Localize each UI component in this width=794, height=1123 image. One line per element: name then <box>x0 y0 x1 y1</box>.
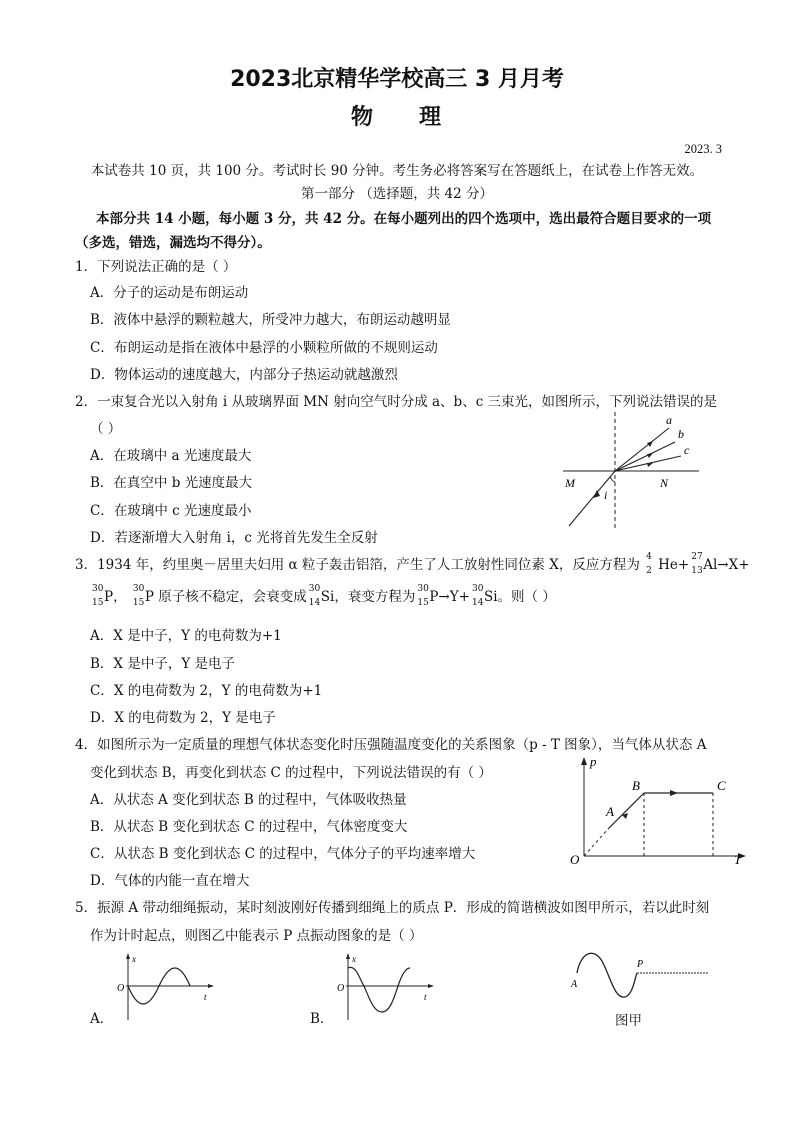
nuclide-p-1: 30 15 P， <box>92 584 127 608</box>
page-title: 2023北京精华学校高三 3 月月考 <box>230 67 564 92</box>
subject-char-2: 理 <box>419 105 444 130</box>
label-t: T <box>734 852 742 867</box>
label-b: B <box>632 778 640 793</box>
label-m: M <box>565 476 575 490</box>
q5-option-b: B． <box>310 1011 334 1027</box>
q3-option-c: C．X 的电荷数为 2，Y 的电荷数为+1 <box>90 683 323 699</box>
q4-option-d: D．气体的内能一直在增大 <box>90 873 250 889</box>
bc-arrow <box>670 790 678 796</box>
label-a: A <box>571 979 578 990</box>
angle-arc <box>610 477 615 482</box>
q5-graph-a <box>108 950 218 1022</box>
part-heading: 第一部分 （选择题，共 42 分） <box>300 186 494 202</box>
figure-jia-caption: 图甲 <box>615 1013 642 1029</box>
x-arrow <box>346 953 350 959</box>
label-p: P <box>637 959 644 970</box>
label-t: t <box>204 992 207 1002</box>
q4-line-1: 4．如图所示为一定质量的理想气体状态变化时压强随温度变化的关系图象（p - T 图象），当气体从状态 A <box>75 737 707 753</box>
q4-pt-graph <box>560 752 750 867</box>
label-n: N <box>660 476 669 490</box>
instruction-line-1: 本部分共 14 小题，每小题 3 分，共 42 分。在每小题列出的四个选项中，选出最符合题目要求的一项 <box>96 211 712 227</box>
q2-option-d: D．若逐渐增大入射角 i，c 光将首先发生全反射 <box>90 530 378 546</box>
q5-option-a: A． <box>90 1011 114 1027</box>
label-b: b <box>678 427 684 441</box>
t-arrow <box>428 984 434 988</box>
exam-intro: 本试卷共 10 页，共 100 分。考试时长 90 分钟。考生务必将答案写在答题纸上，在试卷上作答无效。 <box>90 163 704 179</box>
nuclide-si-2: 30 14 Si。则（ ） <box>471 584 556 608</box>
ray-a-arrow <box>647 441 653 447</box>
incident-arrow <box>593 490 600 498</box>
x-arrow <box>126 953 130 959</box>
q2-option-b: B．在真空中 b 光速度最大 <box>90 475 253 491</box>
label-c: C <box>717 778 726 793</box>
subject-title <box>0 100 794 131</box>
label-a: A <box>606 804 614 819</box>
q1-option-c: C．布朗运动是指在液体中悬浮的小颗粒所做的不规则运动 <box>90 340 438 356</box>
q5-line-1: 5．振源 A 带动细绳振动，某时刻波刚好传播到细绳上的质点 P．形成的简谐横波如图甲所示，若以此时刻 <box>75 900 710 916</box>
q1-stem: 1．下列说法正确的是（ ） <box>75 259 237 275</box>
q1-option-d: D．物体运动的速度越大，内部分子热运动就越激烈 <box>90 367 398 383</box>
subject-char-1: 物 <box>350 105 375 130</box>
wave-curve <box>577 953 637 997</box>
ray-b <box>615 442 675 471</box>
label-a: a <box>666 413 672 427</box>
label-t: t <box>424 992 427 1002</box>
label-o: O <box>570 852 580 867</box>
q4-option-c: C．从状态 B 变化到状态 C 的过程中，气体分子的平均速率增大 <box>90 846 476 862</box>
q5-figure-jia <box>565 945 715 1005</box>
q4-option-a: A．从状态 A 变化到状态 B 的过程中，气体吸收热量 <box>90 792 407 808</box>
p-axis-arrow <box>581 757 587 765</box>
q1-option-a: A．分子的运动是布朗运动 <box>90 285 249 301</box>
nuclide-al: 27 13 Al→X+ <box>691 552 750 576</box>
q5-graph-b <box>328 950 438 1022</box>
ray-c-arrow <box>647 463 653 467</box>
exam-date: 2023. 3 <box>684 142 722 156</box>
q3-option-d: D．X 的电荷数为 2，Y 是电子 <box>90 710 276 726</box>
nuclide-he: 4 2 He+ <box>646 552 690 576</box>
cos-curve <box>348 967 410 1012</box>
label-i: i <box>604 488 608 502</box>
q2-stem: 2．一束复合光以入射角 i 从玻璃界面 MN 射向空气时分成 a、b、c 三束光，如图所示，下列说法错误的是 <box>75 394 718 410</box>
label-c: c <box>684 443 690 457</box>
q2-paren: （ ） <box>90 421 122 437</box>
nuclide-p-3: 30 15 P→Y+ <box>417 584 470 608</box>
q2-option-a: A．在玻璃中 a 光速度最大 <box>90 448 252 464</box>
nuclide-p-2: 30 15 P 原子核不稳定，会衰变成 <box>132 584 307 608</box>
label-x: x <box>352 954 356 964</box>
q4-line-2: 变化到状态 B，再变化到状态 C 的过程中，下列说法错误的有（ ） <box>90 765 492 781</box>
q3-line-1 <box>75 552 750 576</box>
label-o: O <box>337 983 345 994</box>
q2-refraction-diagram <box>555 410 705 530</box>
q3-line-2 <box>90 584 556 608</box>
nuclide-si-1: 30 14 Si，衰变方程为 <box>308 584 416 608</box>
q2-option-c: C．在玻璃中 c 光速度最小 <box>90 503 252 519</box>
t-arrow <box>208 984 214 988</box>
q4-option-b: B．从状态 B 变化到状态 C 的过程中，气体密度变大 <box>90 819 408 835</box>
label-p: p <box>590 754 597 769</box>
label-o: O <box>117 983 125 994</box>
origin-dashed <box>584 829 608 856</box>
q3-text: 3．1934 年，约里奥－居里夫妇用 α 粒子轰击铝箔，产生了人工放射性同位素 X，反应方程为 <box>75 557 640 573</box>
incident-ray <box>569 471 615 526</box>
q5-line-2: 作为计时起点，则图乙中能表示 P 点振动图象的是（ ） <box>90 928 423 944</box>
label-x: x <box>132 954 136 964</box>
q3-option-a: A．X 是中子，Y 的电荷数为+1 <box>90 628 282 644</box>
q1-option-b: B．液体中悬浮的颗粒越大，所受冲力越大，布朗运动越明显 <box>90 312 451 328</box>
instruction-line-2: （多选，错选，漏选均不得分）。 <box>75 235 271 251</box>
q3-option-b: B．X 是中子，Y 是电子 <box>90 656 236 672</box>
ray-b-arrow <box>647 453 653 458</box>
